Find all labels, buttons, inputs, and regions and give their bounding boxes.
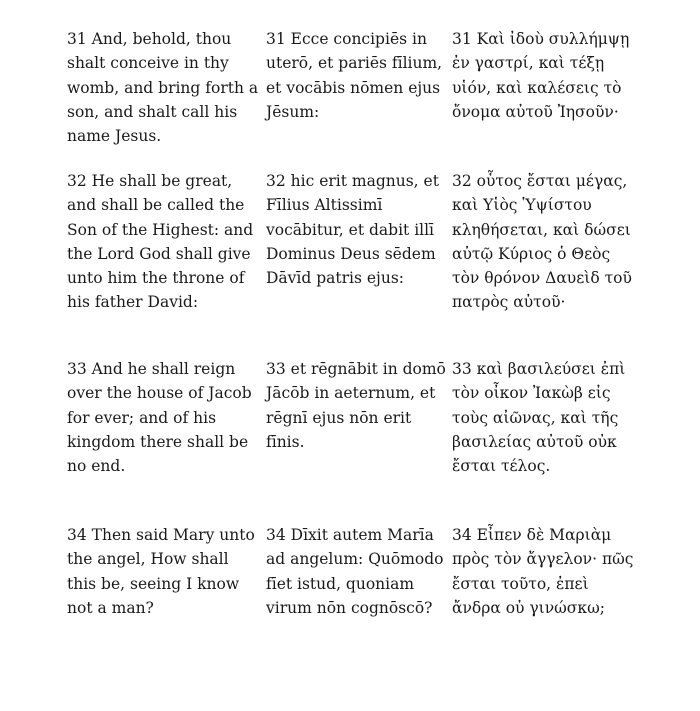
verse-31-english: 31 And, behold, thou shalt conceive in thy womb, and bring forth a son, and shalt call his name Jesus. <box>67 30 259 146</box>
verse-33-latin: 33 et rēgnābit in domō Jācōb in aeternum, et rēgnī ejus nōn erit fīnis. <box>266 360 446 451</box>
verse-31-latin: 31 Ecce concipiēs in uterō, et pariēs fīlium, et vocābis nōmen ejus Jēsum: <box>266 30 443 121</box>
verse-34-english: 34 Then said Mary unto the angel, How shall this be, seeing I know not a man? <box>67 526 255 617</box>
verse-31-greek: 31 Καὶ ἰδοὺ συλλήμψῃ ἐν γαστρί, καὶ τέξῃ υἱόν, καὶ καλέσεις τὸ ὄνομα αὐτοῦ Ἰησοῦν· <box>452 30 630 121</box>
verse-33-greek: 33 καὶ βασιλεύσει ἐπὶ τὸν οἶκον Ἰακὼβ εἰς τοὺς αἰῶνας, καὶ τῆς βασιλείας αὐτοῦ οὐκ ἔσται τέλος. <box>452 360 626 476</box>
verse-32-greek: 32 οὗτος ἔσται μέγας, καὶ Υἱὸς Ὑψίστου κληθήσεται, καὶ δώσει αὐτῷ Κύριος ὁ Θεὸς τὸν θρόνον Δαυεὶδ τοῦ πατρὸς αὐτοῦ· <box>452 172 632 312</box>
verse-34-latin: 34 Dīxit autem Marīa ad angelum: Quōmodo fīet istud, quoniam virum nōn cognōscō? <box>266 526 444 617</box>
verse-32-english: 32 He shall be great, and shall be called the Son of the Highest: and the Lord God shall give unto him the throne of his father David: <box>67 172 254 312</box>
verse-32-latin: 32 hic erit magnus, et Fīlius Altissimī vocābitur, et dabit illī Dominus Deus sēdem Dāvīd patris ejus: <box>266 172 439 288</box>
verse-33-english: 33 And he shall reign over the house of Jacob for ever; and of his kingdom there shall be no end. <box>67 360 252 476</box>
verse-34-greek: 34 Εἶπεν δὲ Μαριὰμ πρὸς τὸν ἄγγελον· πῶς ἔσται τοῦτο, ἐπεὶ ἄνδρα οὐ γινώσκω; <box>452 526 634 617</box>
